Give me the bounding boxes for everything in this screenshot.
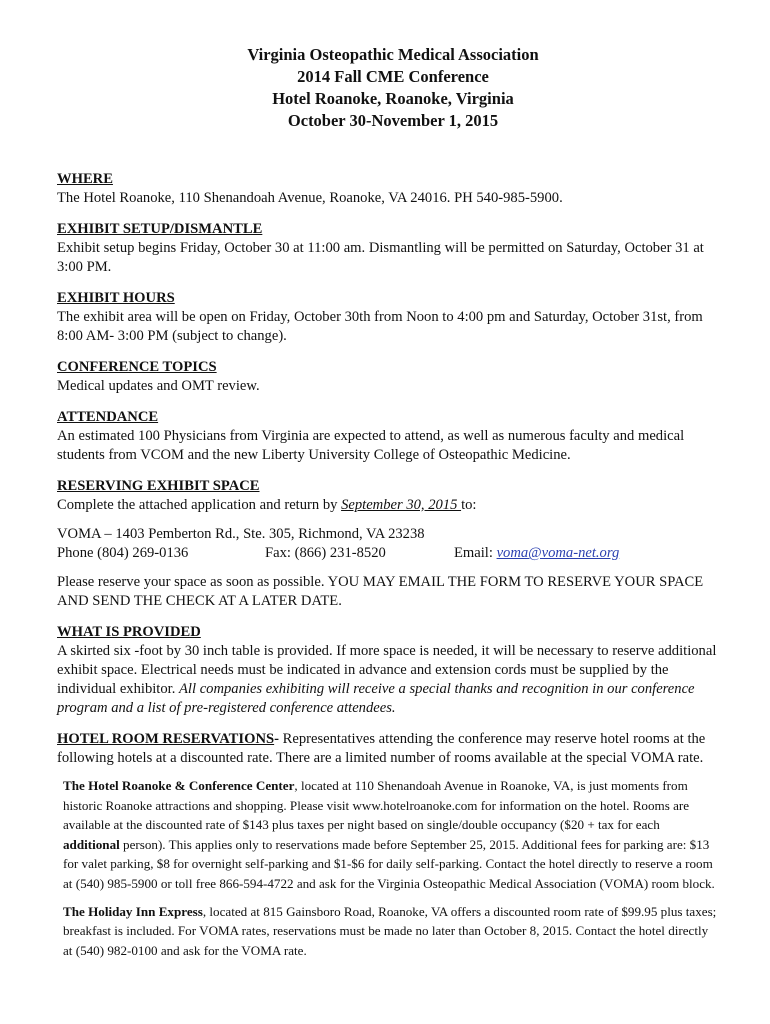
document-page — [57, 44, 717, 960]
hotel-reservations-text: Representatives attending the conference may reserve hotel rooms at the following hotels at a discounted rate. There are a limited number of rooms available at the special VOMA rate. — [57, 731, 706, 766]
title-line-4: October 30-November 1, 2015 — [287, 111, 499, 130]
conference-topics-text: Medical updates and OMT review. — [57, 378, 260, 394]
hotel-roanoke-text-2: person). This applies only to reservations made before September 25, 2015. Additional fees for parking are: $13 for valet parking, $8 for overnight self-parking and $1-$6 for daily self-parking. Contact the hotel directly to reserve a room at (540) 985-5900 or toll free 866-594-4722 and ask for the Virginia Osteopathic Medical Association (VOMA) room block. — [63, 836, 715, 891]
title-line-3: Hotel Roanoke, Roanoke, Virginia — [272, 89, 514, 108]
exhibit-setup-heading: EXHIBIT SETUP/DISMANTLE — [57, 221, 263, 237]
voma-address: VOMA – 1403 Pemberton Rd., Ste. 305, Richmond, VA 23238 — [57, 526, 425, 542]
hotel-reservations-dash: - — [274, 731, 279, 747]
deadline-date: September 30, 2015 — [341, 497, 462, 513]
reserving-heading: RESERVING EXHIBIT SPACE — [57, 478, 260, 494]
what-is-provided-heading: WHAT IS PROVIDED — [57, 624, 201, 640]
hotel-roanoke-paragraph — [63, 776, 717, 894]
where-text: The Hotel Roanoke, 110 Shenandoah Avenue, Roanoke, VA 24016. PH 540-985-5900. — [57, 190, 563, 206]
reserving-instructions — [57, 496, 717, 515]
what-is-provided-text — [57, 642, 717, 718]
exhibit-setup-section — [57, 220, 717, 277]
holiday-inn-paragraph — [63, 902, 717, 961]
where-section — [57, 170, 717, 208]
exhibit-hours-section — [57, 289, 717, 346]
exhibit-setup-text: Exhibit setup begins Friday, October 30 at 11:00 am. Dismantling will be permitted on Saturday, October 31 at 3:00 PM. — [57, 240, 704, 275]
hotel-roanoke-text-1: , located at 110 Shenandoah Avenue in Roanoke, VA, is just moments from historic Roanoke attractions and shopping. Please visit www.hotelroanoke.com for information on the hotel. Rooms are available at the discounted rate of $143 plus taxes per night based on single/double occupancy ($20 + tax for each — [63, 778, 690, 833]
hotel-reservations-section — [57, 730, 717, 960]
provided-text: A skirted six -foot by 30 inch table is provided. If more space is needed, it will be necessary to reserve additional exhibit space. Electrical needs must be indicated in advance and extension cords must be supplied by the individual exhibitor. — [57, 643, 717, 697]
hotel-reservations-heading: HOTEL ROOM RESERVATIONS — [57, 731, 275, 747]
exhibit-hours-text: The exhibit area will be open on Friday, October 30th from Noon to 4:00 pm and Saturday, October 31st, from 8:00 AM- 3:00 PM (subject to change). — [57, 309, 703, 344]
attendance-text: An estimated 100 Physicians from Virginia are expected to attend, as well as numerous faculty and medical students from VCOM and the new Liberty University College of Osteopathic Medicine. — [57, 428, 685, 463]
conference-topics-heading: CONFERENCE TOPICS — [57, 359, 217, 375]
email-block — [454, 544, 619, 563]
reserve-note: Please reserve your space as soon as possible. YOU MAY EMAIL THE FORM TO RESERVE YOUR SPACE AND SEND THE CHECK AT A LATER DATE. — [57, 574, 704, 609]
attendance-section — [57, 408, 717, 465]
fax-number: Fax: (866) 231-8520 — [265, 545, 386, 561]
attendance-heading: ATTENDANCE — [57, 409, 159, 425]
reserving-text-before: Complete the attached application and return by — [57, 497, 342, 513]
document-title — [69, 44, 717, 132]
holiday-inn-name: The Holiday Inn Express — [63, 903, 203, 919]
title-line-2: 2014 Fall CME Conference — [297, 67, 489, 86]
provided-italic-text: All companies exhibiting will receive a special thanks and recognition in our conference program and a list of pre-registered conference attendees. — [57, 681, 695, 716]
what-is-provided-section — [57, 623, 717, 718]
contact-row — [57, 544, 717, 563]
title-line-1: Virginia Osteopathic Medical Association — [247, 45, 539, 64]
hotel-roanoke-name: The Hotel Roanoke & Conference Center — [63, 778, 295, 793]
hotel-reservations-paragraph — [57, 730, 717, 768]
exhibit-hours-heading: EXHIBIT HOURS — [57, 290, 175, 306]
reserving-section — [57, 477, 717, 611]
phone-number: Phone (804) 269-0136 — [57, 545, 189, 561]
holiday-inn-text: , located at 815 Gainsboro Road, Roanoke, VA offers a discounted room rate of $99.95 plus taxes; breakfast is included. For VOMA rates, reservations must be made no later than October 8, 2015. Contact the hotel directly at (540) 982-0100 and ask for the VOMA rate. — [63, 903, 717, 958]
where-heading: WHERE — [57, 171, 113, 187]
email-link[interactable]: voma@voma-net.org — [496, 545, 620, 561]
reserving-text-after: to: — [461, 497, 477, 513]
email-label: Email: — [454, 545, 497, 561]
hotel-roanoke-additional: additional — [63, 836, 120, 852]
conference-topics-section — [57, 358, 717, 396]
